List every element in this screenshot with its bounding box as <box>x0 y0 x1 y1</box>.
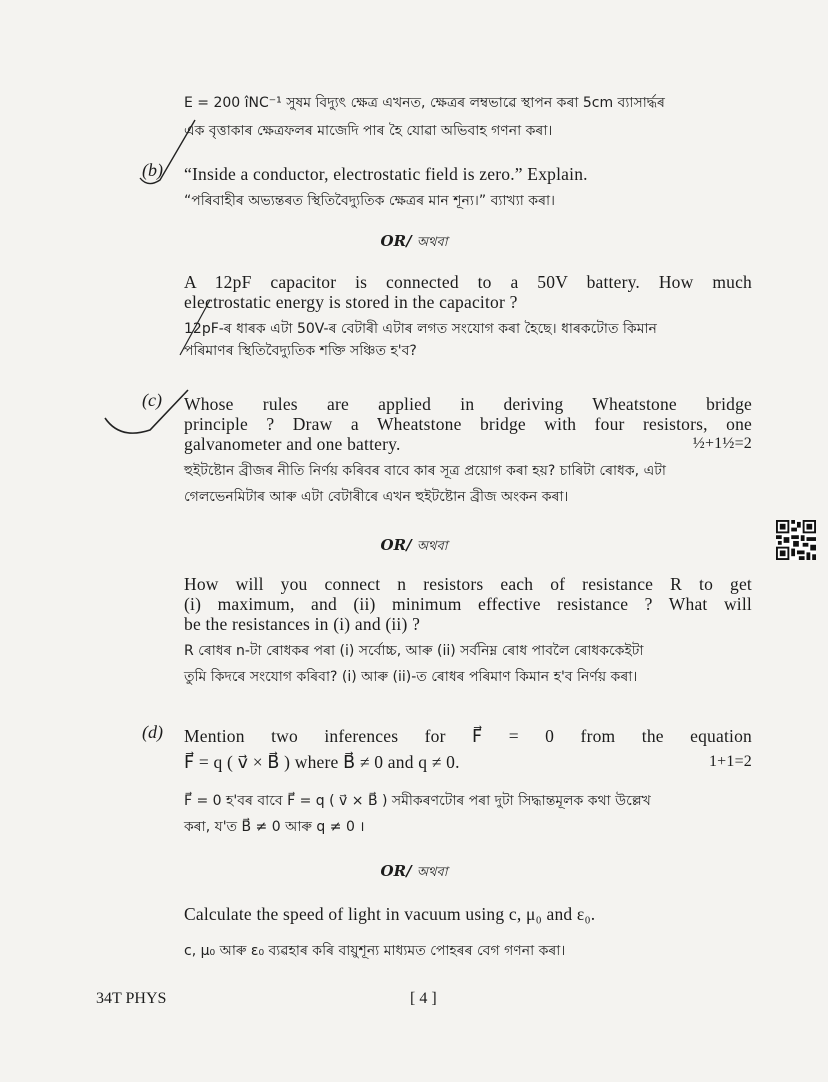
question-c-alt-assamese-2: তুমি কিদৰে সংযোগ কৰিবা? (i) আৰু (ii)-ত ৰোধৰ পৰিমাণ কিমান হ'ব নিৰ্ণয় কৰা। <box>184 669 638 685</box>
or-divider-b <box>0 232 828 254</box>
or-divider-d <box>0 862 828 884</box>
question-c-assamese-1: হুইটষ্টোন ব্ৰীজৰ নীতি নিৰ্ণয় কৰিবৰ বাবে কাৰ সূত্ৰ প্ৰয়োগ কৰা হয়? চাৰিটা ৰোধক, এটা <box>184 463 666 479</box>
question-d-english-2: F⃗ = q ( v⃗ × B⃗ ) where B⃗ ≠ 0 and q ≠ 0. <box>184 752 460 772</box>
question-d-english-2-row <box>184 752 752 772</box>
question-c-alt-assamese-1: R ৰোধৰ n-টা ৰোধকৰ পৰা (i) সৰ্বোচ্চ, আৰু (ii) সৰ্বনিম্ন ৰোধ পাবলৈ ৰোধককেইটা <box>184 643 644 659</box>
or-divider-c <box>0 536 828 558</box>
question-a-assamese <box>184 92 752 142</box>
question-c-alt-english-2: (i) maximum, and (ii) minimum effective resistance ? What will <box>184 594 752 614</box>
question-c-english-1: Whose rules are applied in deriving Wheatstone bridge <box>184 394 752 414</box>
question-a-line2: এক বৃত্তাকাৰ ক্ষেত্ৰফলৰ মাজেদি পাৰ হৈ যোৱা অভিবাহ গণনা কৰা। <box>184 123 553 139</box>
question-b-alt-english <box>184 272 752 312</box>
question-d-alt-assamese: c, μ₀ আৰু ε₀ ব্যৱহাৰ কৰি বায়ুশূন্য মাধ্যমত পোহৰৰ বেগ গণনা কৰা। <box>184 943 566 959</box>
question-c-marks: ½+1½=2 <box>692 435 752 452</box>
question-c-assamese <box>184 460 752 508</box>
question-b-alt-english-2: electrostatic energy is stored in the capacitor ? <box>184 292 518 312</box>
question-c-alt-english-3: be the resistances in (i) and (ii) ? <box>184 614 421 634</box>
question-b-assamese: “পৰিবাহীৰ অভ্যন্তৰত স্থিতিবৈদ্যুতিক ক্ষেত্ৰৰ মান শূন্য।” ব্যাখ্যা কৰা। <box>184 193 556 209</box>
question-c-label: (c) <box>142 390 162 410</box>
question-b-alt-assamese <box>184 318 752 362</box>
or-assamese: অথবা <box>416 865 448 880</box>
question-d-english-1: Mention two inferences for F⃗ = 0 from the equation <box>184 726 752 746</box>
or-assamese: অথবা <box>416 235 448 250</box>
question-c-english-2: principle ? Draw a Wheatstone bridge with four resistors, one <box>184 414 752 434</box>
question-a-line1: E = 200 îNC⁻¹ সুষম বিদ্যুৎ ক্ষেত্ৰ এখনত, ক্ষেত্ৰৰ লম্বভাৱে স্থাপন কৰা 5cm ব্যাসাৰ্দ্ধৰ <box>184 95 665 111</box>
question-d-english <box>184 726 752 772</box>
question-c-english-3-row <box>184 434 752 454</box>
question-d-assamese-2: কৰা, য'ত B⃗ ≠ 0 আৰু q ≠ 0 । <box>184 819 365 835</box>
question-b-english: “Inside a conductor, electrostatic field is zero.” Explain. <box>184 164 588 184</box>
question-c-alt-english <box>184 574 752 634</box>
question-b-label: (b) <box>142 160 163 180</box>
question-b-alt-assamese-1: 12pF-ৰ ধাৰক এটা 50V-ৰ বেটাৰী এটাৰ লগত সংযোগ কৰা হৈছে। ধাৰকটোত কিমান <box>184 321 657 337</box>
question-c-alt-assamese <box>184 640 752 688</box>
question-c-english-3: galvanometer and one battery. <box>184 434 401 454</box>
question-b-alt-english-1: A 12pF capacitor is connected to a 50V battery. How much <box>184 272 752 292</box>
or-label: OR/ <box>380 862 412 880</box>
page-number: [ 4 ] <box>410 990 437 1007</box>
qr-code-icon <box>776 520 816 560</box>
question-d-marks: 1+1=2 <box>708 753 752 770</box>
question-c-assamese-2: গেলভেনমিটাৰ আৰু এটা বেটাৰীৰে এখন হুইটষ্টোন ব্ৰীজ অংকন কৰা। <box>184 489 569 505</box>
question-c-alt-english-1: How will you connect n resistors each of resistance R to get <box>184 574 752 594</box>
paper-code: 34T PHYS <box>96 990 167 1007</box>
question-d-label: (d) <box>142 722 163 742</box>
or-assamese: অথবা <box>416 539 448 554</box>
or-label: OR/ <box>380 232 412 250</box>
or-label: OR/ <box>380 536 412 554</box>
question-d-assamese <box>184 790 752 838</box>
question-c-english <box>184 394 752 454</box>
question-d-alt-english: Calculate the speed of light in vacuum using c, μ₀ and ε₀. <box>184 904 596 924</box>
question-b-alt-assamese-2: পৰিমাণৰ স্থিতিবৈদ্যুতিক শক্তি সঞ্চিত হ'ব? <box>184 343 417 359</box>
question-d-assamese-1: F⃗ = 0 হ'বৰ বাবে F⃗ = q ( v⃗ × B⃗ ) সমীকৰণটোৰ পৰা দুটা সিদ্ধান্তমূলক কথা উল্লেখ <box>184 793 651 809</box>
